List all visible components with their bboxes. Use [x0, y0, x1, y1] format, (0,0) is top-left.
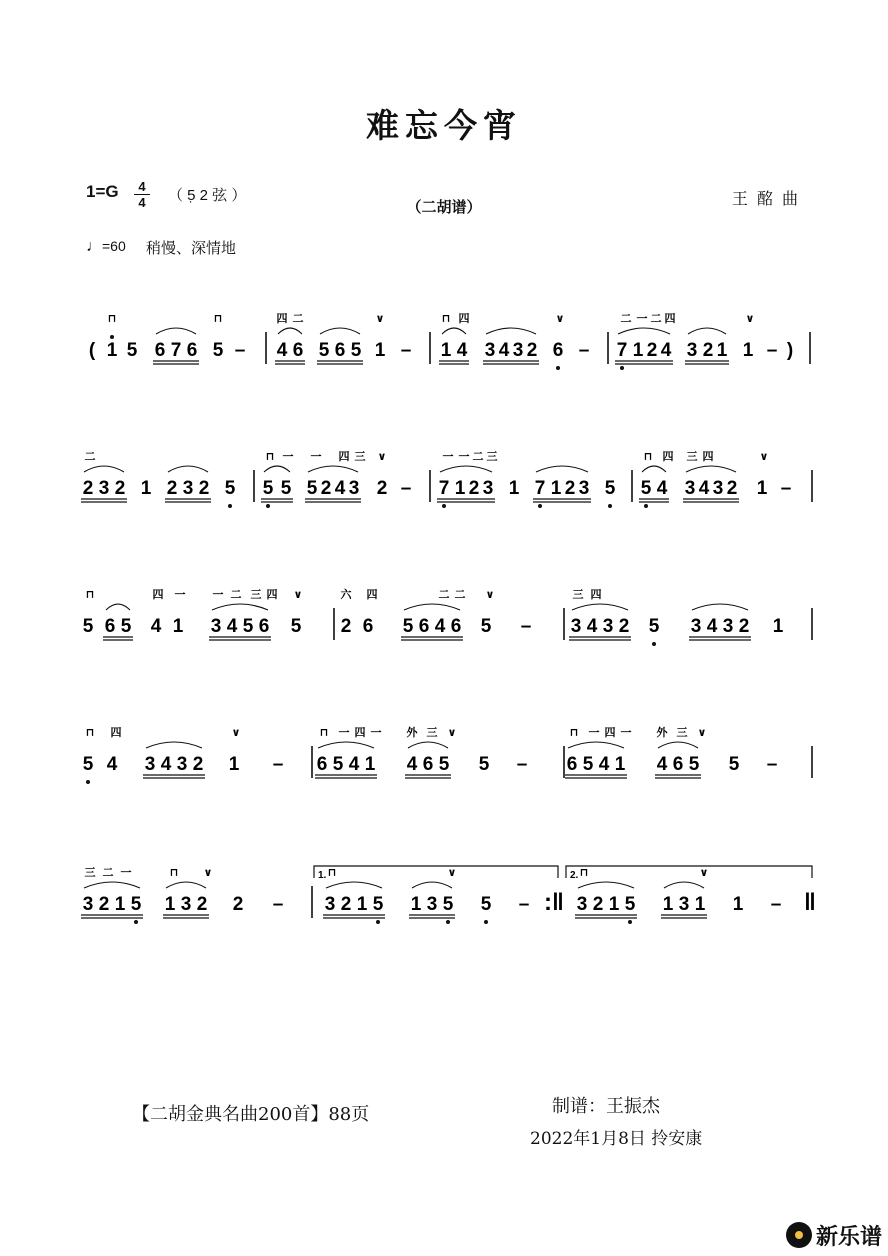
fingering-mark: 一	[338, 727, 350, 739]
string-tuning: （ 5̣ 2 弦 ）	[168, 187, 247, 204]
score-note: –	[272, 754, 284, 775]
fingering-mark: ∨	[447, 867, 457, 879]
fingering-mark: 四	[110, 727, 122, 739]
score-note: 4	[656, 754, 668, 775]
score-row	[81, 466, 812, 508]
slur-arc	[686, 466, 736, 472]
tempo-value: =60	[102, 238, 126, 254]
fingering-mark: ∨	[231, 727, 241, 739]
octave-dot-below	[538, 504, 542, 508]
slur-arc	[326, 882, 382, 888]
time-signature-bottom: 4	[138, 195, 146, 210]
score-note: 1	[172, 616, 184, 637]
score-note: 6	[154, 340, 166, 361]
score-note: 1	[742, 340, 754, 361]
score-note: 3	[324, 894, 336, 915]
score-note: 6	[104, 616, 116, 637]
composer: 王 酩 曲	[731, 189, 800, 208]
fingering-mark: ⊓	[319, 727, 329, 739]
record-disc-icon	[786, 1222, 812, 1248]
score-note: 3	[512, 340, 524, 361]
score-note: 5	[332, 754, 344, 775]
score-note: 3	[82, 894, 94, 915]
score-note: 5	[604, 478, 616, 499]
score-maker: 制谱：王振杰	[552, 1096, 660, 1117]
score-note: 4	[660, 340, 672, 361]
score-note: 2	[114, 478, 126, 499]
score-note: 2	[340, 616, 352, 637]
fingering-mark: 一	[310, 451, 322, 463]
fingering-mark: ∨	[485, 589, 495, 601]
score-note: 1	[632, 340, 644, 361]
score-note: –	[400, 340, 412, 361]
octave-dot-below	[628, 920, 632, 924]
fingering-mark: 二	[454, 589, 466, 601]
slur-arc	[84, 466, 124, 472]
score-note: 3	[180, 894, 192, 915]
fingering-mark: 四	[662, 451, 674, 463]
fingering-mark: 二	[102, 867, 114, 879]
fingering-mark: 一	[442, 451, 454, 463]
source-citation: 【二胡金典名曲200首】88页	[132, 1104, 370, 1125]
score-note: 2	[320, 478, 332, 499]
score-note: 1	[508, 478, 520, 499]
slur-arc	[568, 742, 624, 748]
quarter-note-icon: ♩	[86, 238, 102, 255]
score-note: –	[766, 754, 778, 775]
octave-dot-below	[644, 504, 648, 508]
fingering-mark: 四	[458, 313, 470, 325]
slur-arc	[688, 328, 726, 334]
score-note: 3	[98, 478, 110, 499]
score-note: –	[518, 894, 530, 915]
score-note: –	[520, 616, 532, 637]
score-note: 5	[82, 754, 94, 775]
score-note: –	[578, 340, 590, 361]
slur-arc	[404, 604, 460, 610]
fingering-mark: 四	[702, 451, 714, 463]
score-note: 2	[166, 478, 178, 499]
octave-dot-below	[376, 920, 380, 924]
score-note: 4	[226, 616, 238, 637]
score-row	[89, 328, 810, 370]
score-note: 1	[356, 894, 368, 915]
score-note: 6	[418, 616, 430, 637]
fingering-mark: 三	[250, 589, 262, 601]
score-note: 5	[224, 478, 236, 499]
score-note: 4	[160, 754, 172, 775]
score-note: 1	[772, 616, 784, 637]
score-note: 4	[106, 754, 118, 775]
score-note: 2	[646, 340, 658, 361]
score-note: –	[234, 340, 246, 361]
score-note: 3	[712, 478, 724, 499]
slur-arc	[572, 604, 628, 610]
slur-arc	[308, 466, 358, 472]
fingering-mark: ⊓	[265, 451, 275, 463]
fingering-mark: 四	[604, 727, 616, 739]
octave-dot-below	[556, 366, 560, 370]
score-note: 5	[442, 894, 454, 915]
score-note: 1	[694, 894, 706, 915]
score-note: 4	[656, 478, 668, 499]
fingering-mark: 一	[588, 727, 600, 739]
score-note: 3	[690, 616, 702, 637]
score-note: 3	[570, 616, 582, 637]
score-note: 5	[648, 616, 660, 637]
score-note: 3	[722, 616, 734, 637]
score-note: (	[88, 340, 96, 361]
score-note: 3	[686, 340, 698, 361]
expression-mark: 稍慢、深情地	[146, 240, 237, 257]
score-note: 4	[598, 754, 610, 775]
time-signature-top: 4	[138, 179, 146, 194]
fingering-mark: 外	[656, 727, 668, 739]
score-note: 6	[292, 340, 304, 361]
score-note: 7	[438, 478, 450, 499]
score-note: 3	[144, 754, 156, 775]
score-note: 1	[716, 340, 728, 361]
score-note: 1	[164, 894, 176, 915]
score-note: 3	[678, 894, 690, 915]
score-note: 6	[186, 340, 198, 361]
octave-dot-above	[110, 335, 114, 339]
slur-arc	[156, 328, 196, 334]
score-note: 1	[614, 754, 626, 775]
slur-arc	[618, 328, 670, 334]
slur-arc	[692, 604, 748, 610]
fingering-mark: 外	[406, 727, 418, 739]
score-note: 6	[316, 754, 328, 775]
score-note: 6	[450, 616, 462, 637]
score-note: 3	[684, 478, 696, 499]
score-note: 2	[196, 894, 208, 915]
fingering-mark: ∨	[697, 727, 707, 739]
slur-arc	[212, 604, 268, 610]
score-note: 5	[402, 616, 414, 637]
slur-arc	[664, 882, 704, 888]
site-logo-text: 新乐谱	[815, 1224, 882, 1250]
fingering-mark: 三	[686, 451, 698, 463]
fingering-mark: 四	[266, 589, 278, 601]
slur-arc	[658, 742, 698, 748]
score-note: 5	[120, 616, 132, 637]
score-note: 6	[422, 754, 434, 775]
score-note: 2	[82, 478, 94, 499]
fingering-mark: ⊓	[169, 867, 179, 879]
score-note: 3	[576, 894, 588, 915]
slur-arc	[440, 466, 492, 472]
slur-arc	[442, 328, 466, 334]
score-note: 2	[738, 616, 750, 637]
score-note: 5	[126, 340, 138, 361]
octave-dot-below	[652, 642, 656, 646]
score-note: 2	[198, 478, 210, 499]
fingering-mark: ⊓	[107, 313, 117, 325]
octave-dot-below	[86, 780, 90, 784]
fingering-mark: ⊓	[85, 589, 95, 601]
score-note: 5	[318, 340, 330, 361]
score-note: 4	[348, 754, 360, 775]
score-note: 1	[550, 478, 562, 499]
score-note: 4	[334, 478, 346, 499]
score-row	[81, 882, 816, 924]
score-note: 3	[176, 754, 188, 775]
score-note: –	[766, 340, 778, 361]
score-note: 3	[210, 616, 222, 637]
slur-arc	[84, 882, 140, 888]
fingering-mark: 三	[426, 727, 438, 739]
score-note: 2	[98, 894, 110, 915]
fingering-mark: ∨	[699, 867, 709, 879]
fingering-mark: ⊓	[569, 727, 579, 739]
score-note: 5	[82, 616, 94, 637]
score-note: 6	[672, 754, 684, 775]
slur-arc	[106, 604, 130, 610]
octave-dot-below	[608, 504, 612, 508]
score-note: 1	[756, 478, 768, 499]
score-note: 5	[582, 754, 594, 775]
fingering-mark: 一	[174, 589, 186, 601]
octave-dot-below	[134, 920, 138, 924]
slur-arc	[486, 328, 536, 334]
score-note: –	[272, 894, 284, 915]
score-note: )	[786, 340, 794, 361]
fingering-mark: ⊓	[85, 727, 95, 739]
fingering-mark: 二	[230, 589, 242, 601]
score-note: –	[770, 894, 782, 915]
fingering-mark: 四	[590, 589, 602, 601]
fingering-mark: 四	[338, 451, 350, 463]
octave-dot-below	[266, 504, 270, 508]
fingering-mark: ⊓	[441, 313, 451, 325]
fingering-mark: ⊓	[579, 867, 589, 879]
score-note: 1	[732, 894, 744, 915]
score-note: 6	[334, 340, 346, 361]
fingering-mark: 一	[620, 727, 632, 739]
fingering-mark: 三	[486, 451, 498, 463]
score-note: 3	[602, 616, 614, 637]
fingering-mark: 三	[84, 867, 96, 879]
fingering-mark: 一	[212, 589, 224, 601]
slur-arc	[536, 466, 588, 472]
fingering-mark: 二	[84, 451, 96, 463]
repeat-barline: ‖	[804, 889, 816, 916]
fingering-mark: 四	[152, 589, 164, 601]
score-note: 1	[454, 478, 466, 499]
score-note: 1	[364, 754, 376, 775]
score-note: 3	[348, 478, 360, 499]
score-note: 5	[130, 894, 142, 915]
fingering-mark: ∨	[745, 313, 755, 325]
score-note: 5	[290, 616, 302, 637]
score-note: 1	[410, 894, 422, 915]
score-note: 1	[374, 340, 386, 361]
slur-arc	[320, 328, 360, 334]
score-note: 5	[478, 754, 490, 775]
fingering-mark: 二	[650, 313, 662, 325]
score-note: 5	[306, 478, 318, 499]
key-signature: 1=G	[86, 182, 119, 201]
fingering-mark: 一	[458, 451, 470, 463]
score-note: 4	[434, 616, 446, 637]
fingering-mark: 四	[276, 313, 288, 325]
score-note: 3	[578, 478, 590, 499]
fingering-mark: 三	[676, 727, 688, 739]
fingering-mark: 二	[620, 313, 632, 325]
score-note: 5	[438, 754, 450, 775]
fingering-mark: 二	[472, 451, 484, 463]
volta-bracket	[566, 866, 812, 878]
octave-dot-below	[446, 920, 450, 924]
fingering-mark: ∨	[293, 589, 303, 601]
slur-arc	[166, 882, 206, 888]
slur-arc	[642, 466, 666, 472]
fingering-mark: 三	[354, 451, 366, 463]
score-note: 6	[566, 754, 578, 775]
score-note: 5	[624, 894, 636, 915]
subtitle: （二胡谱）	[406, 199, 482, 216]
score-note: 7	[170, 340, 182, 361]
score-note: 3	[182, 478, 194, 499]
score-note: –	[400, 478, 412, 499]
score-note: 1	[140, 478, 152, 499]
slur-arc	[264, 466, 290, 472]
score-note: 5	[688, 754, 700, 775]
slur-arc	[146, 742, 202, 748]
score-note: 4	[150, 616, 162, 637]
score-note: 4	[706, 616, 718, 637]
score-note: 4	[406, 754, 418, 775]
slur-arc	[412, 882, 452, 888]
fingering-mark: 一	[120, 867, 132, 879]
repeat-barline: :‖	[544, 889, 564, 916]
score-note: 5	[242, 616, 254, 637]
score-note: 3	[482, 478, 494, 499]
site-logo	[786, 1220, 882, 1250]
score-note: 5	[212, 340, 224, 361]
score-note: 2	[564, 478, 576, 499]
score-note: 2	[468, 478, 480, 499]
score-note: 5	[480, 616, 492, 637]
score-note: 7	[616, 340, 628, 361]
page-title: 难忘今宵	[366, 106, 522, 145]
fingering-mark: 六	[340, 589, 352, 601]
fingering-mark: 一	[636, 313, 648, 325]
score-note: 5	[262, 478, 274, 499]
fingering-mark: 四	[366, 589, 378, 601]
fingering-mark: ⊓	[327, 867, 337, 879]
score-row	[83, 742, 812, 784]
score-note: 5	[480, 894, 492, 915]
score-note: 4	[698, 478, 710, 499]
score-note: 5	[372, 894, 384, 915]
score-note: 5	[280, 478, 292, 499]
score-note: 4	[586, 616, 598, 637]
slur-arc	[578, 882, 634, 888]
score-note: 3	[426, 894, 438, 915]
score-note: 2	[192, 754, 204, 775]
score-note: 2	[340, 894, 352, 915]
fingering-mark: ∨	[759, 451, 769, 463]
fingering-mark: ∨	[377, 451, 387, 463]
score-note: 2	[376, 478, 388, 499]
octave-dot-below	[228, 504, 232, 508]
fingering-mark: 四	[664, 313, 676, 325]
fingering-mark: 二	[292, 313, 304, 325]
score-note: –	[780, 478, 792, 499]
score-note: 1	[106, 340, 118, 361]
fingering-mark: 三	[572, 589, 584, 601]
score-note: 2	[702, 340, 714, 361]
score-note: 1	[608, 894, 620, 915]
score-note: 5	[728, 754, 740, 775]
volta-bracket	[314, 866, 558, 878]
score-note: 6	[362, 616, 374, 637]
slur-arc	[408, 742, 448, 748]
score-note: 1	[114, 894, 126, 915]
score-note: 6	[258, 616, 270, 637]
score-note: 5	[350, 340, 362, 361]
score-note: –	[516, 754, 528, 775]
octave-dot-below	[442, 504, 446, 508]
volta-label: 2.	[570, 870, 579, 881]
slur-arc	[318, 742, 374, 748]
score-note: 2	[618, 616, 630, 637]
fingering-mark: 一	[370, 727, 382, 739]
fingering-mark: ∨	[203, 867, 213, 879]
fingering-mark: ⊓	[213, 313, 223, 325]
fingering-mark: ∨	[375, 313, 385, 325]
score-note: 1	[662, 894, 674, 915]
score-note: 3	[484, 340, 496, 361]
score-note: 2	[232, 894, 244, 915]
fingering-mark: 二	[438, 589, 450, 601]
fingering-mark: ⊓	[643, 451, 653, 463]
score-note: 7	[534, 478, 546, 499]
score-note: 2	[726, 478, 738, 499]
score-date: 2022年1月8日 拎安康	[530, 1129, 703, 1149]
score-row	[83, 604, 812, 646]
score-note: 1	[228, 754, 240, 775]
volta-label: 1.	[318, 870, 327, 881]
score-note: 4	[456, 340, 468, 361]
score-note: 2	[526, 340, 538, 361]
slur-arc	[278, 328, 302, 334]
octave-dot-below	[484, 920, 488, 924]
score-note: 5	[640, 478, 652, 499]
fingering-mark: 四	[354, 727, 366, 739]
fingering-mark: ∨	[447, 727, 457, 739]
score-note: 1	[440, 340, 452, 361]
octave-dot-below	[620, 366, 624, 370]
score-note: 6	[552, 340, 564, 361]
score-note: 2	[592, 894, 604, 915]
fingering-mark: ∨	[555, 313, 565, 325]
slur-arc	[168, 466, 208, 472]
fingering-mark: 一	[282, 451, 294, 463]
score-note: 4	[276, 340, 288, 361]
score-note: 4	[498, 340, 510, 361]
